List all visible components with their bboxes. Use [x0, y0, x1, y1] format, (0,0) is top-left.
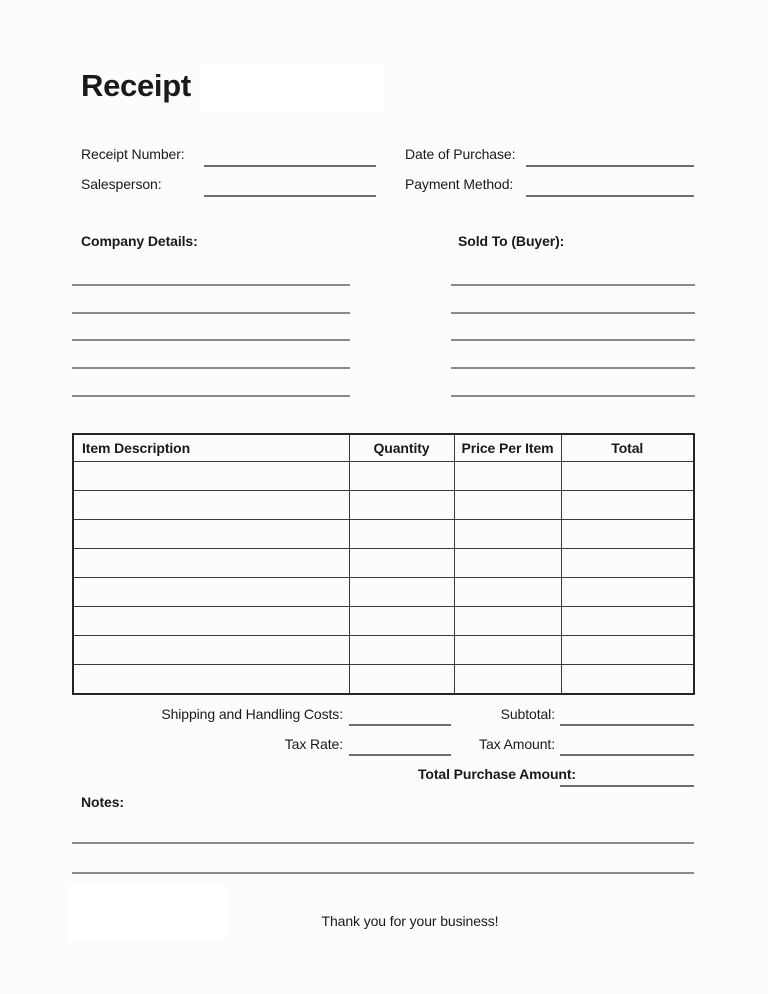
item-description-cell[interactable]: [73, 665, 349, 695]
table-row: [73, 462, 694, 491]
table-row: [73, 636, 694, 665]
quantity-cell[interactable]: [349, 520, 454, 549]
shipping-handling-label: Shipping and Handling Costs:: [161, 706, 343, 722]
total-cell[interactable]: [561, 520, 694, 549]
tax-rate-label: Tax Rate:: [284, 736, 343, 752]
subtotal-label: Subtotal:: [500, 706, 555, 722]
item-description-cell[interactable]: [73, 607, 349, 636]
total-cell[interactable]: [561, 578, 694, 607]
price-per-item-cell[interactable]: [454, 607, 561, 636]
company-details-lines: [72, 284, 350, 422]
buyer-detail-line[interactable]: [451, 395, 695, 397]
total-cell[interactable]: [561, 491, 694, 520]
table-row: [73, 491, 694, 520]
table-row: [73, 578, 694, 607]
notes-label: Notes:: [81, 794, 124, 810]
company-detail-line[interactable]: [72, 395, 350, 397]
table-row: [73, 549, 694, 578]
quantity-cell[interactable]: [349, 636, 454, 665]
shipping-handling-field[interactable]: [349, 724, 451, 726]
item-description-cell[interactable]: [73, 491, 349, 520]
notes-line[interactable]: [72, 872, 694, 874]
quantity-cell[interactable]: [349, 549, 454, 578]
receipt-number-field[interactable]: [204, 165, 376, 167]
blank-patch-bottom: [67, 883, 226, 942]
salesperson-label: Salesperson:: [81, 176, 162, 192]
tax-amount-label: Tax Amount:: [479, 736, 555, 752]
total-purchase-amount-label: Total Purchase Amount:: [417, 766, 576, 782]
price-per-item-cell[interactable]: [454, 549, 561, 578]
total-cell[interactable]: [561, 636, 694, 665]
table-row: [73, 520, 694, 549]
date-of-purchase-label: Date of Purchase:: [405, 146, 516, 162]
price-per-item-cell[interactable]: [454, 520, 561, 549]
date-of-purchase-field[interactable]: [526, 165, 694, 167]
item-description-cell[interactable]: [73, 462, 349, 491]
total-cell[interactable]: [561, 462, 694, 491]
quantity-cell[interactable]: [349, 462, 454, 491]
footer-message: Thank you for your business!: [321, 913, 499, 929]
buyer-detail-line[interactable]: [451, 339, 695, 341]
price-per-item-cell[interactable]: [454, 636, 561, 665]
price-per-item-cell[interactable]: [454, 491, 561, 520]
items-table: [72, 433, 695, 695]
subtotal-field[interactable]: [560, 724, 694, 726]
quantity-cell[interactable]: [349, 578, 454, 607]
company-details-heading: Company Details:: [81, 233, 198, 249]
company-detail-line[interactable]: [72, 367, 350, 369]
table-row: [73, 607, 694, 636]
total-cell[interactable]: [561, 607, 694, 636]
page-title: Receipt: [81, 68, 191, 103]
tax-amount-field[interactable]: [560, 754, 694, 756]
payment-method-field[interactable]: [526, 195, 694, 197]
price-per-item-cell[interactable]: [454, 578, 561, 607]
buyer-detail-line[interactable]: [451, 284, 695, 286]
buyer-details-lines: [451, 284, 695, 422]
company-detail-line[interactable]: [72, 339, 350, 341]
salesperson-field[interactable]: [204, 195, 376, 197]
total-purchase-amount-field[interactable]: [560, 785, 694, 787]
buyer-detail-line[interactable]: [451, 367, 695, 369]
item-description-cell[interactable]: [73, 578, 349, 607]
tax-rate-field[interactable]: [349, 754, 451, 756]
items-table-body: [73, 462, 694, 695]
company-detail-line[interactable]: [72, 284, 350, 286]
blank-patch-top: [200, 63, 385, 112]
quantity-header: Quantity: [349, 434, 454, 462]
price-per-item-header: Price Per Item: [454, 434, 561, 462]
quantity-cell[interactable]: [349, 665, 454, 695]
total-cell[interactable]: [561, 549, 694, 578]
payment-method-label: Payment Method:: [405, 176, 514, 192]
price-per-item-cell[interactable]: [454, 462, 561, 491]
receipt-number-label: Receipt Number:: [81, 146, 185, 162]
price-per-item-cell[interactable]: [454, 665, 561, 695]
quantity-cell[interactable]: [349, 607, 454, 636]
item-description-cell[interactable]: [73, 520, 349, 549]
buyer-detail-line[interactable]: [451, 312, 695, 314]
item-description-cell[interactable]: [73, 636, 349, 665]
item-description-header: Item Description: [73, 434, 349, 462]
total-cell[interactable]: [561, 665, 694, 695]
sold-to-buyer-heading: Sold To (Buyer):: [458, 233, 565, 249]
items-table-header-row: [73, 434, 694, 462]
total-header: Total: [561, 434, 694, 462]
table-row: [73, 665, 694, 695]
notes-line[interactable]: [72, 842, 694, 844]
company-detail-line[interactable]: [72, 312, 350, 314]
quantity-cell[interactable]: [349, 491, 454, 520]
item-description-cell[interactable]: [73, 549, 349, 578]
